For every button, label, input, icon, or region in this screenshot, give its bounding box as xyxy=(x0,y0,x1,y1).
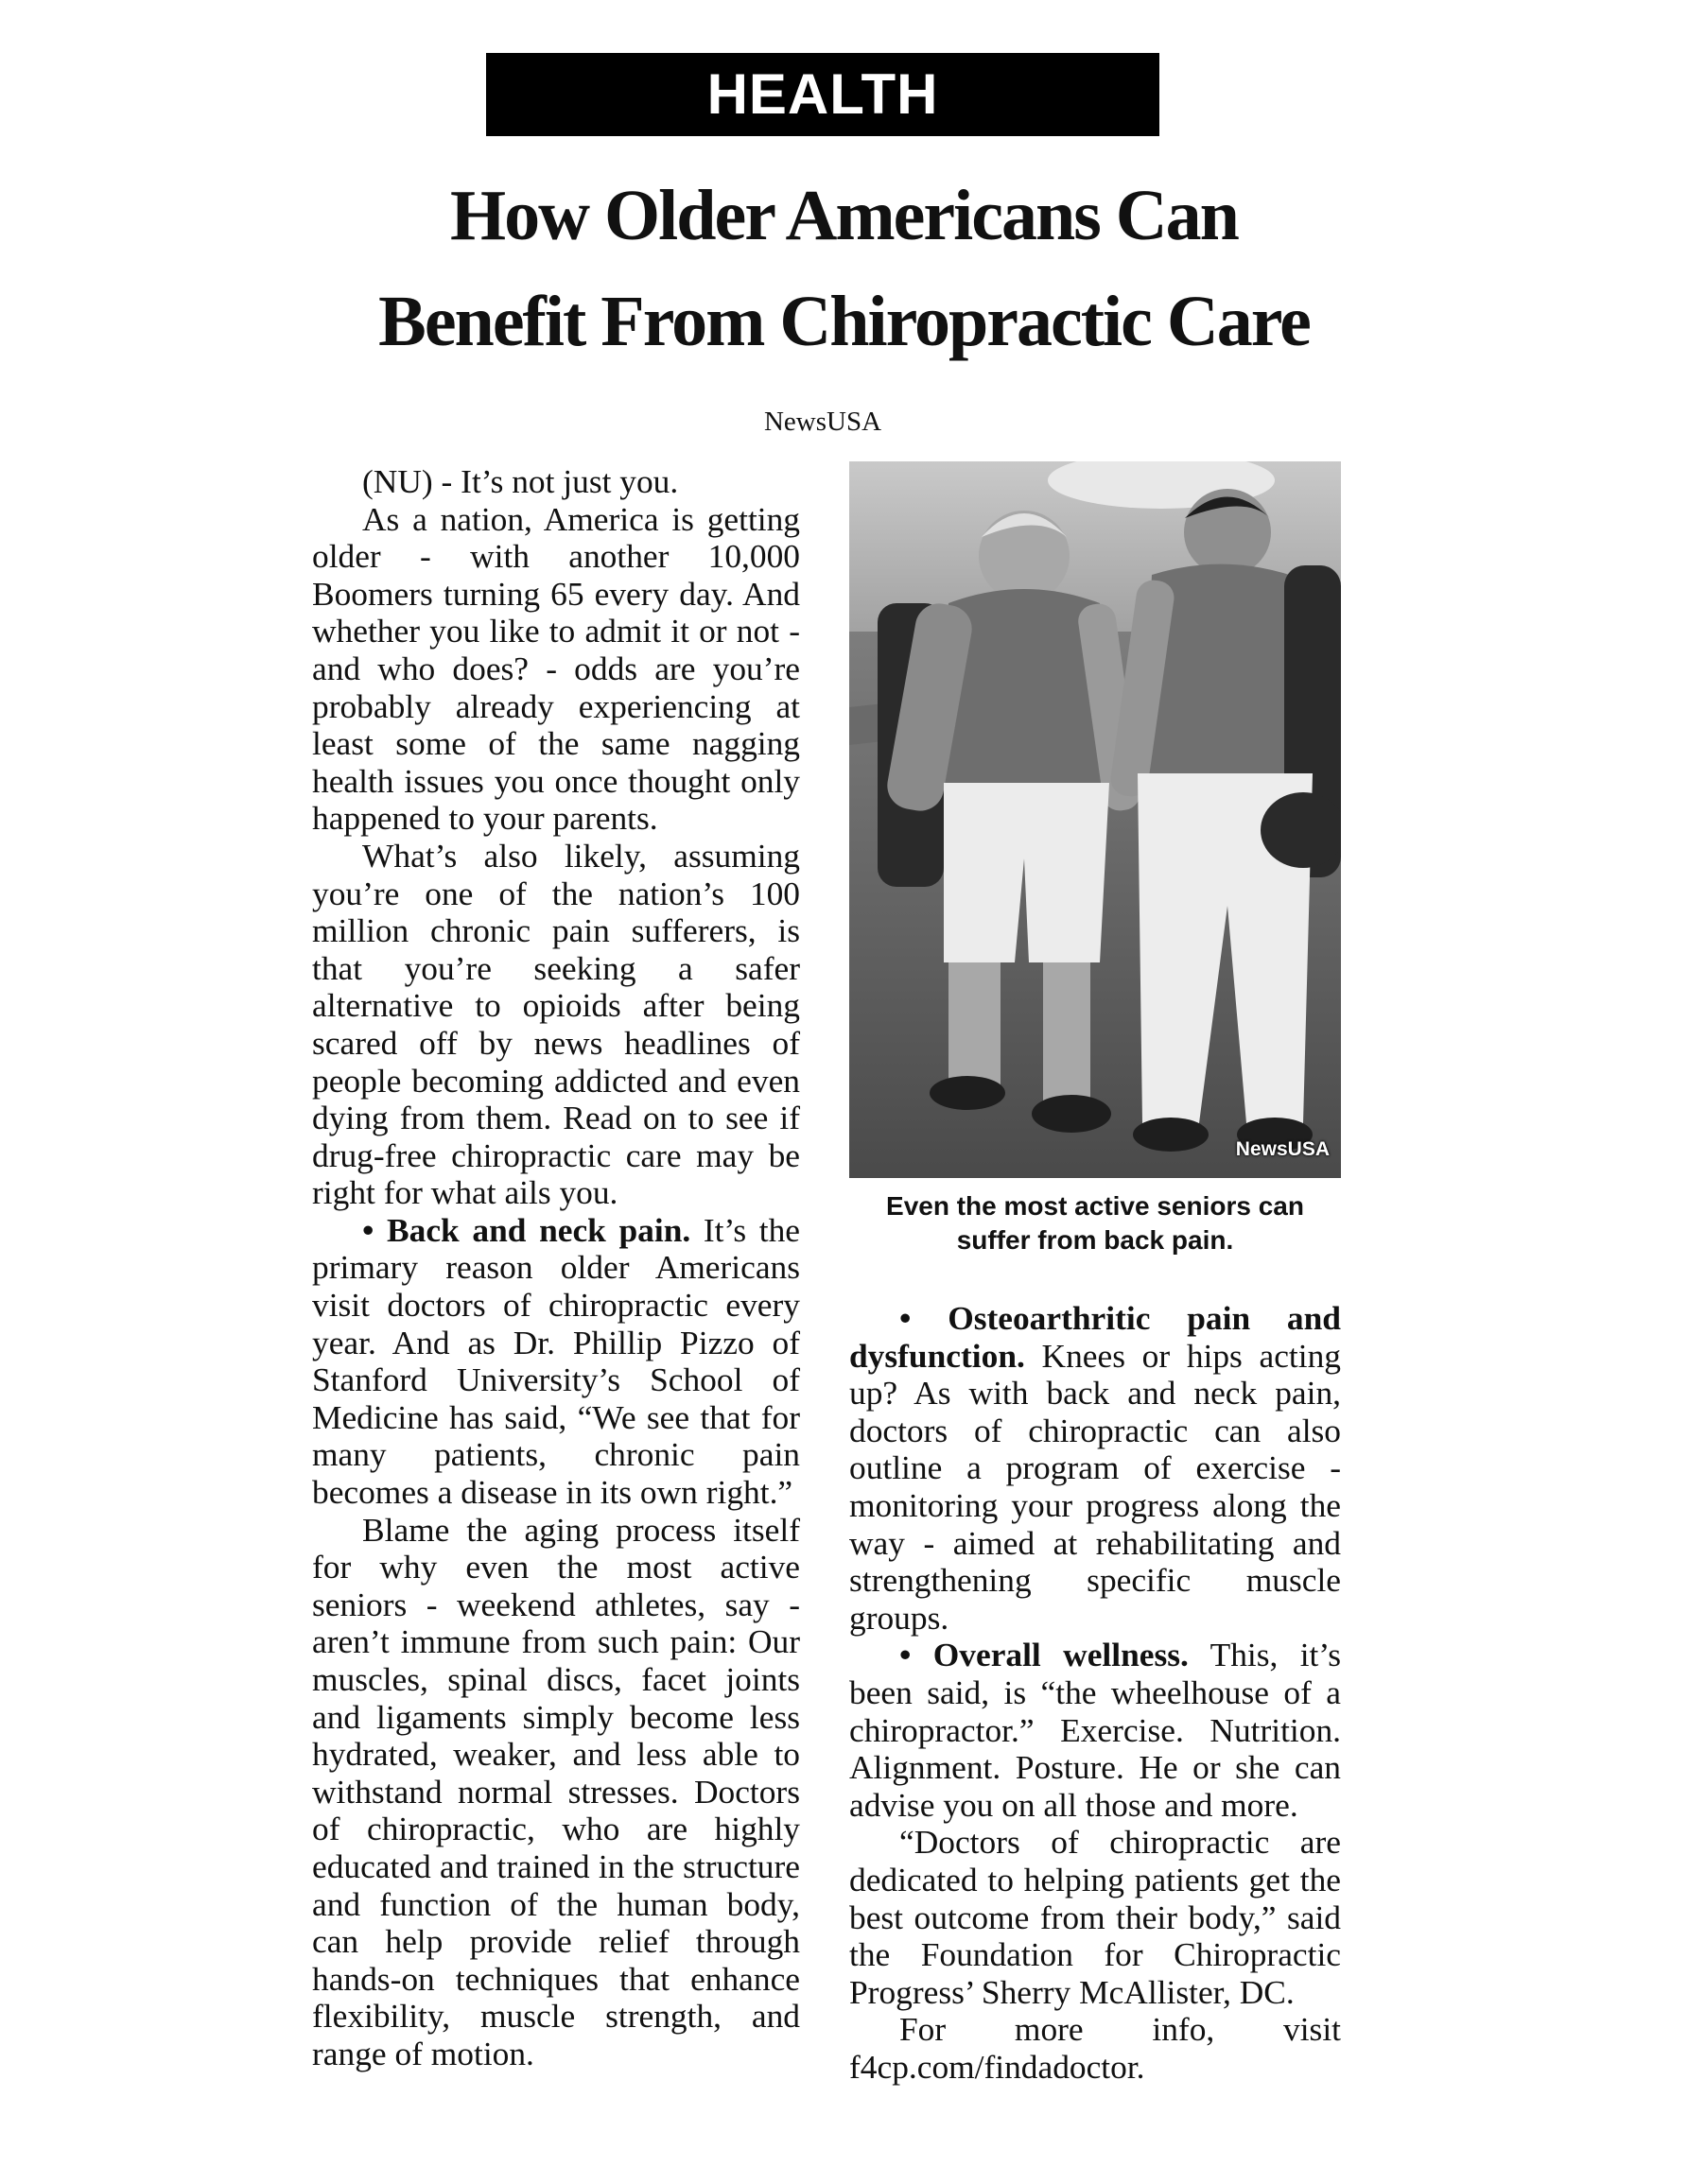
paragraph-intro: (NU) - It’s not just you. xyxy=(362,462,679,500)
byline: NewsUSA xyxy=(763,407,882,437)
bullet-heading: • Back and neck pain. xyxy=(362,1210,691,1249)
photo-caption: Even the most active seniors can suffer from back pain. xyxy=(886,1191,1304,1255)
paragraph-osteoarthritic-pain xyxy=(849,1300,1341,1637)
article-column-right xyxy=(849,1300,1341,2086)
bullet-heading: • Overall wellness. xyxy=(899,1636,1189,1674)
paragraph: As a nation, America is getting older - with another 10,000 Boomers turning 65 every day. And whether you like to admit it or not - and who does? - odds are you’re probably already experiencing at least some of the same nagging health issues you once thought only happened to your parents. xyxy=(312,499,800,838)
paragraph: Blame the aging process itself for why even the most active seniors - weekend athletes, say - aren’t immune from such pain: Our muscles, spinal discs, facet joints and ligaments simply become less hydrated, weaker, and less able to withstand normal stresses. Doctors of chiropractic, who are highly educated and trained in the structure and function of the human body, can help provide relief through hands-on techniques that enhance flexibility, muscle strength, and range of motion. xyxy=(312,1510,800,2072)
headline-line-1: How Older Americans Can xyxy=(450,176,1238,255)
section-banner: HEALTH xyxy=(486,53,1159,136)
photo-credit: NewsUSA xyxy=(1235,1138,1330,1160)
paragraph-back-neck-pain xyxy=(312,1212,800,1512)
paragraph-more-info: For more info, visit xyxy=(899,2010,1341,2049)
bullet-text: It’s the primary reason older Americans visit doctors of chiropractic every year. And as Dr. Phillip Pizzo of Stanford University’s School of Medicine has said, “We see that for many patients, chronic pain becomes a disease in its own right.” xyxy=(312,1210,800,1512)
article-headline xyxy=(189,163,1499,374)
paragraph: What’s also likely, assuming you’re one of the nation’s 100 million chronic pain sufferers, is that you’re seeking a safer alternative to opioids after being scared off by news headlines of people becoming addicted and even dying from them. Read on to see if drug-free chiropractic care may be right for what ails you. xyxy=(312,836,800,1212)
paragraph-overall-wellness xyxy=(849,1637,1341,1824)
paragraph-quote: “Doctors of chiropractic are dedicated to helping patients get the best outcome from their body,” said the Foundation for Chiropractic Progress’ Sherry McAllister, DC. xyxy=(849,1823,1341,2011)
more-info-link: f4cp.com/findadoctor. xyxy=(849,2047,1145,2086)
bullet-text: This, it’s been said, is “the wheelhouse of a chiropractor.” Exercise. Nutrition. Alignment. Posture. He or she can advise you on all those and more. xyxy=(849,1636,1341,1824)
bullet-text: Knees or hips acting up? As with back and neck pain, doctors of chiropractic can also outline a program of exercise - monitoring your progress along the way - aimed at rehabilitating and strengthening specific muscle groups. xyxy=(849,1336,1341,1637)
photo-golfers-illustration xyxy=(849,461,1341,1178)
article-photo xyxy=(849,461,1341,1178)
article-column-left xyxy=(312,463,800,2073)
headline-line-2: Benefit From Chiropractic Care xyxy=(378,282,1310,361)
bullet-heading: • Osteoarthritic pain and dysfunction. xyxy=(849,1299,1341,1375)
